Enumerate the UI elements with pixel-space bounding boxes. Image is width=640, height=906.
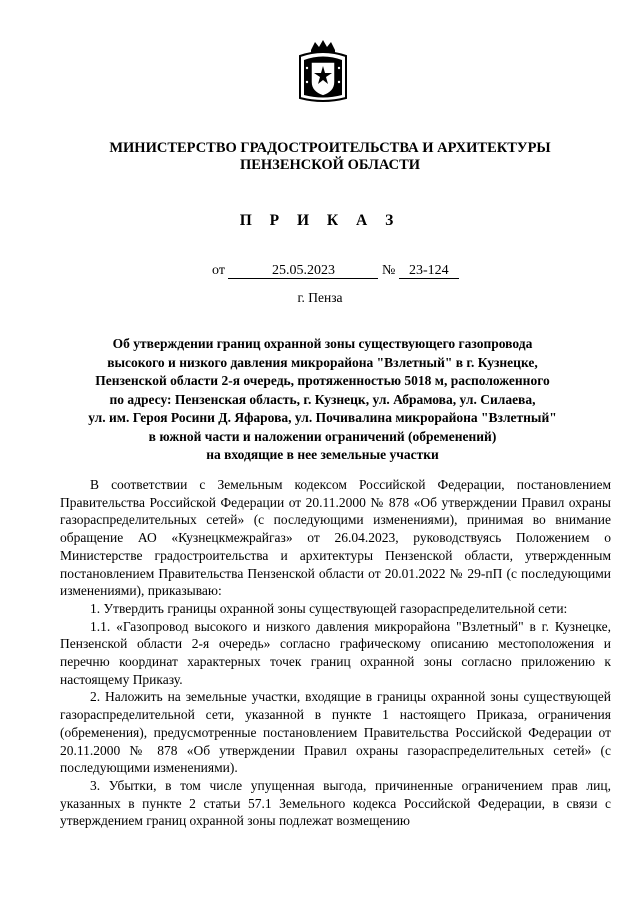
ministry-name — [60, 140, 600, 174]
order-date: 25.05.2023 — [228, 262, 378, 279]
body-paragraph: 1.1. «Газопровод высокого и низкого давления микрорайона "Взлетный" в г. Кузнецке, Пензенской области 2-я очередь» согласно графическому описанию местоположения и перечню координат характерных точек границ охранной зоны согласно приложению к настоящему Приказу. — [60, 618, 611, 687]
ministry-line-1: МИНИСТЕРСТВО ГРАДОСТРОИТЕЛЬСТВА И АРХИТЕКТУРЫ — [109, 140, 551, 156]
date-prefix: от — [212, 263, 225, 278]
number-prefix: № — [381, 263, 396, 278]
subject-line: по адресу: Пензенская область, г. Кузнецк, ул. Абрамова, ул. Силаева, — [109, 391, 536, 407]
subject-line: ул. им. Героя Росини Д. Яфарова, ул. Почивалина микрорайона "Взлетный" — [88, 410, 557, 425]
subject-line: высокого и низкого давления микрорайона "Взлетный" в г. Кузнецке, — [107, 354, 538, 370]
subject-line: в южной части и наложении ограничений (обременений) — [148, 428, 497, 444]
order-date-line — [212, 262, 459, 280]
order-body — [60, 476, 611, 830]
body-paragraph: В соответствии с Земельным кодексом Российской Федерации, постановлением Правительства Российской Федерации от 20.11.2000 № 878 «Об утверждении Правил охраны газораспределительных сетей» (с последующими изменениями), принимая во внимание обращение АО «Кузнецкмежрайгаз» от 26.04.2023, руководствуясь Положением о Министерстве градостроительства и архитектуры Пензенской области, утвержденным постановлением Правительства Пензенской области от 20.01.2022 № 29-пП (с последующими изменениями), приказываю: — [60, 477, 611, 599]
order-title: П Р И К А З — [239, 212, 401, 229]
order-subject — [70, 335, 575, 465]
body-paragraph: 1. Утвердить границы охранной зоны существующей газораспределительной сети: — [90, 600, 568, 616]
coat-of-arms-icon — [296, 38, 350, 106]
body-paragraph: 3. Убытки, в том числе упущенная выгода, причиненные ограничением прав лиц, указанных в пункте 2 статьи 57.1 Земельного кодекса Российской Федерации, в связи с утверждением границ охранной зоны подлежат возмещению — [60, 777, 611, 829]
order-number: 23-124 — [399, 262, 459, 279]
ministry-line-2: ПЕНЗЕНСКОЙ ОБЛАСТИ — [239, 157, 421, 173]
city: г. Пенза — [297, 290, 343, 305]
subject-line: Пензенской области 2-я очередь, протяженностью 5018 м, расположенного — [95, 373, 550, 388]
subject-line: на входящие в нее земельные участки — [206, 447, 439, 462]
body-paragraph: 2. Наложить на земельные участки, входящие в границы охранной зоны существующей газораспределительной сети, указанной в пункте 1 настоящего Приказа, ограничения (обременения), предусмотренные постановлением Правительства Российской Федерации от 20.11.2000 № 878 «Об утверждении Правил охраны газораспределительных сетей» (с последующими изменениями). — [60, 689, 611, 776]
subject-line: Об утверждении границ охранной зоны существующего газопровода — [112, 336, 533, 351]
